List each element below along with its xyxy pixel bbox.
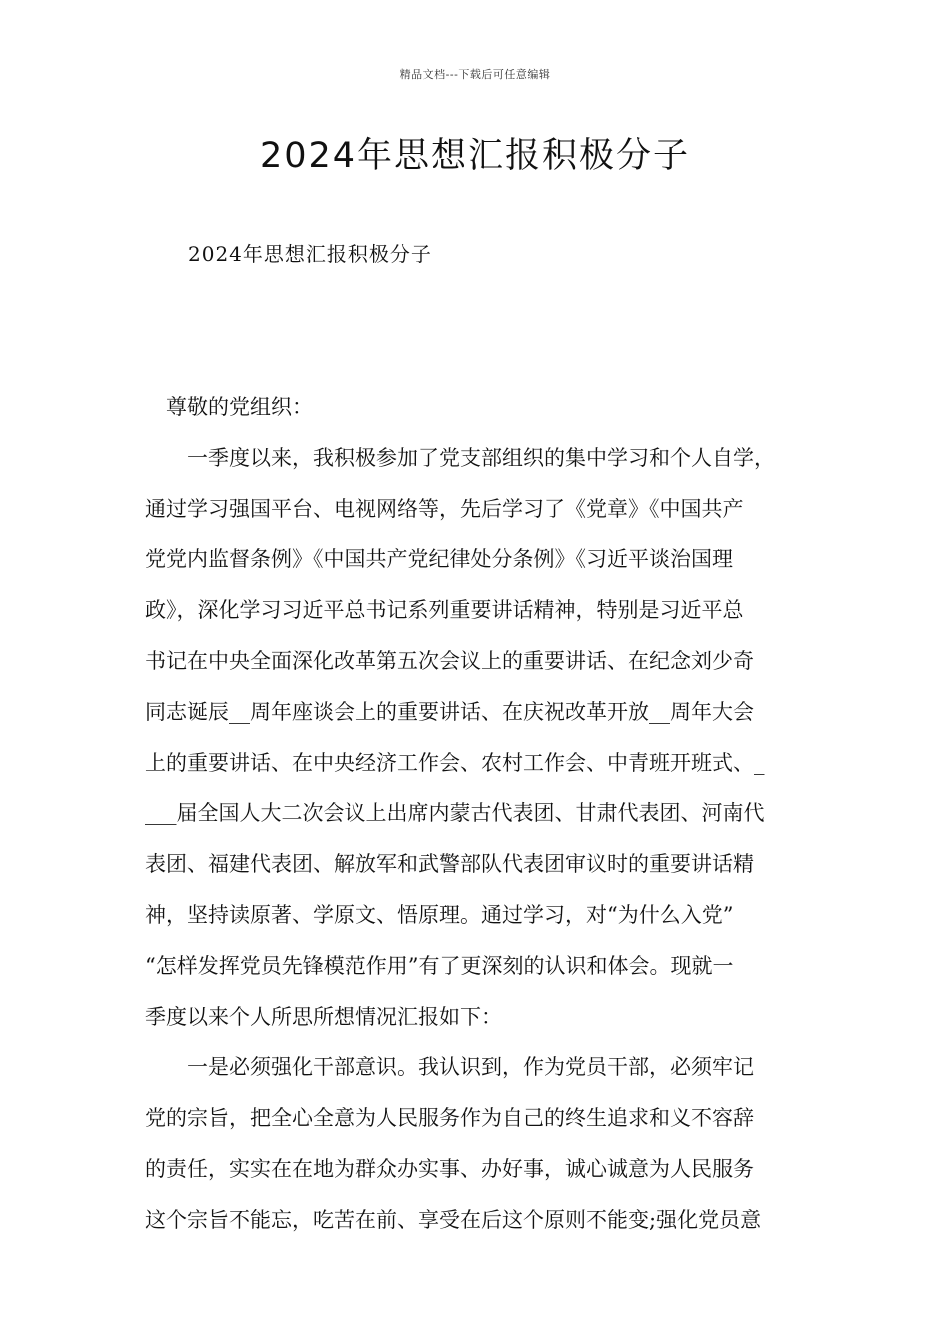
salutation-line: 尊敬的党组织： xyxy=(145,395,313,419)
body-line: 党党内监督条例》《中国共产党纪律处分条例》《习近平谈治国理 xyxy=(145,547,733,572)
body-line: 表团、福建代表团、解放军和武警部队代表团审议时的重要讲话精 xyxy=(145,852,754,877)
document-title: 2024年思想汇报积极分子 xyxy=(259,136,691,176)
document-subtitle: 2024年思想汇报积极分子 xyxy=(188,242,432,266)
document-body xyxy=(145,382,835,1246)
body-line: ___届全国人大二次会议上出席内蒙古代表团、甘肃代表团、河南代 xyxy=(145,801,765,826)
body-line: 党的宗旨，把全心全意为人民服务作为自己的终生追求和义不容辞 xyxy=(145,1106,754,1131)
body-line: 同志诞辰__周年座谈会上的重要讲话、在庆祝改革开放__周年大会 xyxy=(145,699,754,724)
body-line: “怎样发挥党员先锋模范作用”有了更深刻的认识和体会。现就一 xyxy=(145,953,734,978)
body-line: 政》，深化学习习近平总书记系列重要讲话精神，特别是习近平总 xyxy=(145,598,744,623)
body-line: 一是必须强化干部意识。我认识到，作为党员干部，必须牢记 xyxy=(145,1055,754,1080)
body-line: 一季度以来，我积极参加了党支部组织的集中学习和个人自学， xyxy=(145,445,775,470)
body-line: 这个宗旨不能忘，吃苦在前、享受在后这个原则不能变;强化党员意 xyxy=(145,1207,762,1232)
body-line: 书记在中央全面深化改革第五次会议上的重要讲话、在纪念刘少奇 xyxy=(145,648,754,673)
header-note: 精品文档---下载后可任意编辑 xyxy=(399,68,551,81)
body-line: 通过学习强国平台、电视网络等，先后学习了《党章》《中国共产 xyxy=(145,496,744,521)
body-line: 的责任，实实在在地为群众办实事、办好事，诚心诚意为人民服务 xyxy=(145,1156,754,1181)
body-line: 季度以来个人所思所想情况汇报如下： xyxy=(145,1004,502,1029)
body-line: 上的重要讲话、在中央经济工作会、农村工作会、中青班开班式、_ xyxy=(145,750,765,775)
body-line: 神，坚持读原著、学原文、悟原理。通过学习，对“为什么入党” xyxy=(145,902,734,927)
